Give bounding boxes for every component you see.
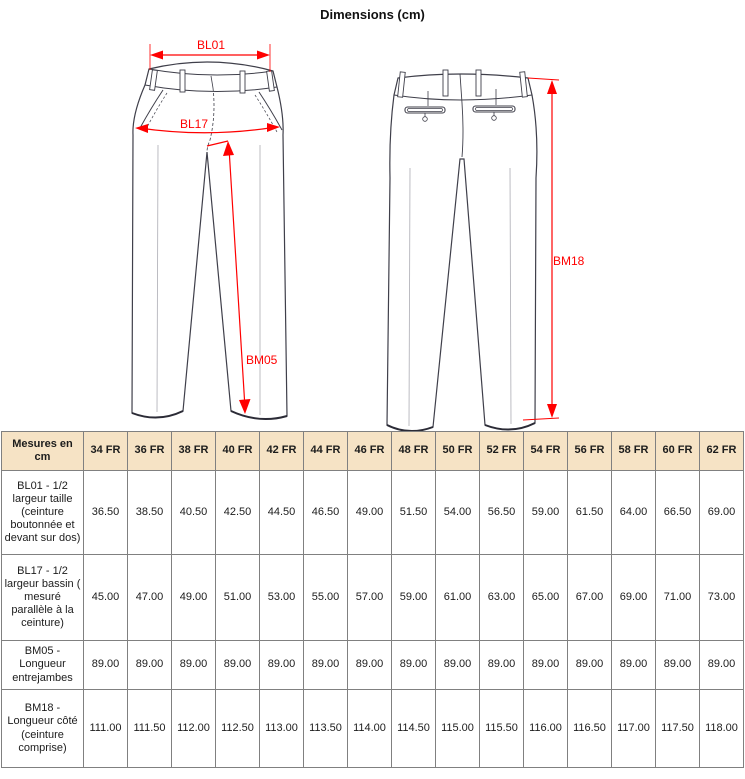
pants-dimension-diagram [0, 28, 745, 431]
value-cell: 59.00 [524, 471, 568, 555]
value-cell: 115.50 [480, 690, 524, 768]
size-header-cell: 44 FR [304, 432, 348, 471]
value-cell: 47.00 [128, 555, 172, 641]
size-header-cell: 34 FR [84, 432, 128, 471]
page-title: Dimensions (cm) [320, 7, 425, 22]
value-cell: 56.50 [480, 471, 524, 555]
value-cell: 116.00 [524, 690, 568, 768]
size-header-cell: 54 FR [524, 432, 568, 471]
size-header-cell: 52 FR [480, 432, 524, 471]
size-header-cell: 50 FR [436, 432, 480, 471]
value-cell: 54.00 [436, 471, 480, 555]
value-cell: 69.00 [700, 471, 744, 555]
value-cell: 112.50 [216, 690, 260, 768]
size-header-cell: 38 FR [172, 432, 216, 471]
value-cell: 36.50 [84, 471, 128, 555]
value-cell: 89.00 [392, 641, 436, 690]
value-cell: 89.00 [656, 641, 700, 690]
value-cell: 66.50 [656, 471, 700, 555]
size-header-cell: 36 FR [128, 432, 172, 471]
dim-label-bm05: BM05 [246, 353, 278, 367]
value-cell: 53.00 [260, 555, 304, 641]
size-header-cell: 60 FR [656, 432, 700, 471]
value-cell: 114.50 [392, 690, 436, 768]
value-cell: 89.00 [304, 641, 348, 690]
value-cell: 89.00 [260, 641, 304, 690]
row-label-cell: BM05 - Longueur entrejambes [2, 641, 84, 690]
value-cell: 117.50 [656, 690, 700, 768]
value-cell: 71.00 [656, 555, 700, 641]
value-cell: 49.00 [172, 555, 216, 641]
value-cell: 89.00 [84, 641, 128, 690]
value-cell: 51.50 [392, 471, 436, 555]
table-row [2, 555, 744, 641]
size-header-cell: 48 FR [392, 432, 436, 471]
value-cell: 46.50 [304, 471, 348, 555]
size-header-cell: 58 FR [612, 432, 656, 471]
value-cell: 113.50 [304, 690, 348, 768]
value-cell: 89.00 [700, 641, 744, 690]
value-cell: 112.00 [172, 690, 216, 768]
value-cell: 89.00 [348, 641, 392, 690]
value-cell: 89.00 [216, 641, 260, 690]
value-cell: 115.00 [436, 690, 480, 768]
value-cell: 59.00 [392, 555, 436, 641]
dim-label-bl01: BL01 [196, 38, 226, 52]
value-cell: 51.00 [216, 555, 260, 641]
value-cell: 111.00 [84, 690, 128, 768]
value-cell: 61.50 [568, 471, 612, 555]
table-row [2, 471, 744, 555]
value-cell: 111.50 [128, 690, 172, 768]
row-label-cell: BL17 - 1/2 largeur bassin ( mesuré parallèle à la ceinture) [2, 555, 84, 641]
size-header-cell: 56 FR [568, 432, 612, 471]
dim-label-bm18: BM18 [553, 254, 585, 268]
value-cell: 89.00 [480, 641, 524, 690]
value-cell: 117.00 [612, 690, 656, 768]
value-cell: 89.00 [172, 641, 216, 690]
value-cell: 38.50 [128, 471, 172, 555]
table-body [2, 471, 744, 768]
value-cell: 113.00 [260, 690, 304, 768]
table-row [2, 690, 744, 768]
value-cell: 116.50 [568, 690, 612, 768]
size-header-cell: 62 FR [700, 432, 744, 471]
value-cell: 89.00 [568, 641, 612, 690]
value-cell: 63.00 [480, 555, 524, 641]
value-cell: 55.00 [304, 555, 348, 641]
value-cell: 69.00 [612, 555, 656, 641]
dimensions-table [1, 431, 744, 768]
value-cell: 40.50 [172, 471, 216, 555]
size-header-cell: 46 FR [348, 432, 392, 471]
value-cell: 89.00 [524, 641, 568, 690]
value-cell: 89.00 [436, 641, 480, 690]
value-cell: 64.00 [612, 471, 656, 555]
corner-header-cell: Mesures en cm [2, 432, 84, 471]
dim-label-bl17: BL17 [180, 117, 209, 131]
value-cell: 118.00 [700, 690, 744, 768]
value-cell: 89.00 [128, 641, 172, 690]
value-cell: 45.00 [84, 555, 128, 641]
row-label-cell: BM18 - Longueur côté (ceinture comprise) [2, 690, 84, 768]
value-cell: 73.00 [700, 555, 744, 641]
value-cell: 65.00 [524, 555, 568, 641]
value-cell: 57.00 [348, 555, 392, 641]
value-cell: 89.00 [612, 641, 656, 690]
table-header-row [2, 432, 744, 471]
table-row [2, 641, 744, 690]
value-cell: 49.00 [348, 471, 392, 555]
value-cell: 67.00 [568, 555, 612, 641]
value-cell: 114.00 [348, 690, 392, 768]
size-header-cell: 42 FR [260, 432, 304, 471]
pants-back-drawing [383, 58, 578, 431]
value-cell: 61.00 [436, 555, 480, 641]
size-header-cell: 40 FR [216, 432, 260, 471]
value-cell: 44.50 [260, 471, 304, 555]
pants-front-drawing [118, 40, 308, 428]
value-cell: 42.50 [216, 471, 260, 555]
row-label-cell: BL01 - 1/2 largeur taille (ceinture boutonnée et devant sur dos) [2, 471, 84, 555]
